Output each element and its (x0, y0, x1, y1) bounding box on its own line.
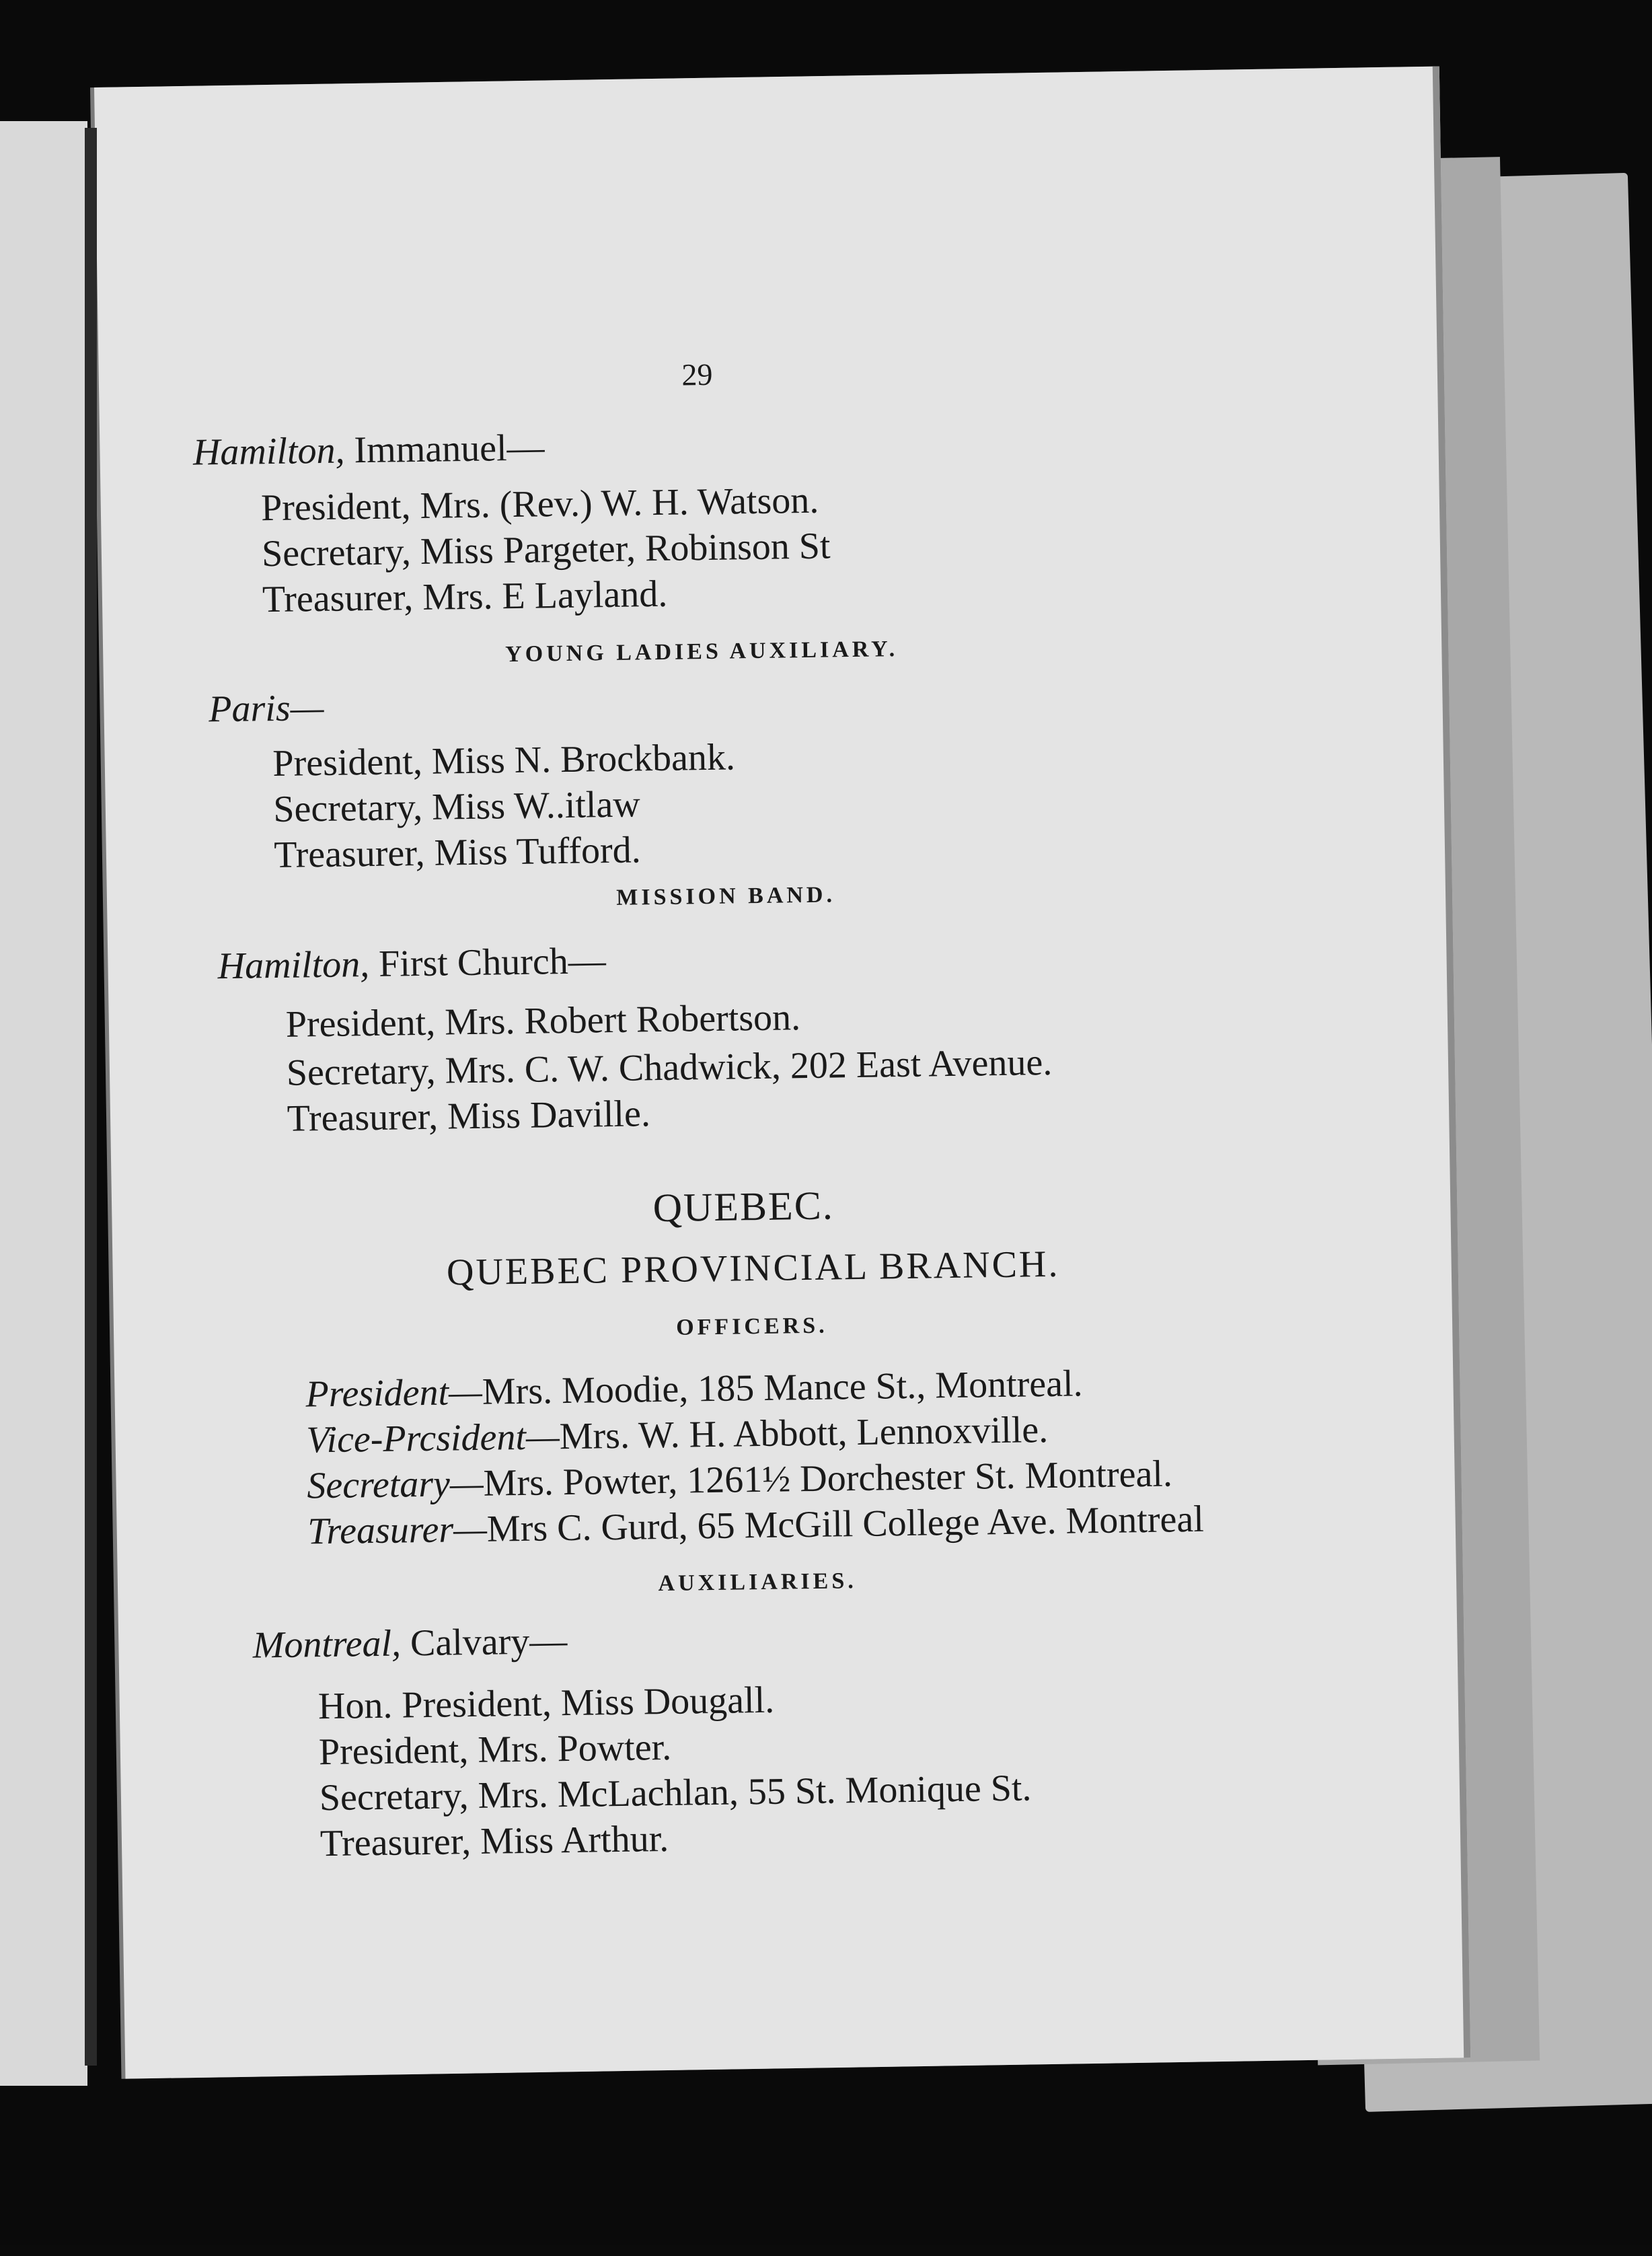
section-heading-hamilton-immanuel (193, 426, 545, 474)
place-name: Paris— (208, 686, 324, 731)
officer-treasurer (307, 1498, 1204, 1554)
section-heading-hamilton-first-church (217, 939, 606, 988)
officer-line: President, Miss N. Brockbank. (272, 736, 736, 785)
section-heading-montreal-calvary (252, 1620, 567, 1667)
church-name: First Church— (378, 940, 607, 985)
officers-heading: OFFICERS. (675, 1313, 828, 1340)
province-heading: QUEBEC. (652, 1183, 835, 1231)
place-name: Montreal, (252, 1622, 402, 1667)
place-name: Hamilton, (217, 943, 370, 988)
officer-detail: Mrs. W. H. Abbott, Lennoxville. (559, 1409, 1049, 1458)
officer-line: Treasurer, Miss Arthur. (320, 1817, 669, 1865)
officer-detail: Mrs C. Gurd, 65 McGill College Ave. Montreal (486, 1498, 1205, 1550)
section-heading-paris (209, 686, 324, 731)
officer-line: Secretary, Miss Pargeter, Robinson St (261, 525, 831, 575)
church-name: Calvary— (410, 1620, 568, 1665)
officer-detail: Mrs. Moodie, 185 Mance St., Montreal. (482, 1362, 1083, 1413)
officer-vice-president (306, 1408, 1049, 1461)
officer-secretary (307, 1452, 1172, 1507)
church-name: Immanuel— (354, 427, 545, 472)
place-name: Hamilton, (192, 429, 345, 474)
officer-line: President, Mrs. (Rev.) W. H. Watson. (260, 479, 819, 530)
officer-line: President, Mrs. Robert Robertson. (285, 996, 801, 1046)
officer-role: Vice-Prcsident— (306, 1416, 560, 1461)
officer-line: Treasurer, Miss Tufford. (273, 829, 642, 877)
officer-line: Treasurer, Miss Daville. (287, 1093, 651, 1140)
officer-line: Secretary, Mrs. C. W. Chadwick, 202 East Avenue. (286, 1041, 1053, 1094)
officer-line: Treasurer, Mrs. E Layland. (262, 573, 668, 621)
officer-role: President— (305, 1371, 483, 1416)
branch-heading: QUEBEC PROVINCIAL BRANCH. (446, 1243, 1060, 1294)
officer-line: Secretary, Mrs. McLachlan, 55 St. Monique St. (319, 1767, 1032, 1819)
page-number: 29 (681, 357, 713, 392)
officer-role: Treasurer— (307, 1508, 488, 1553)
officer-role: Secretary— (306, 1462, 484, 1507)
section-subheading: YOUNG LADIES AUXILIARY. (504, 636, 899, 667)
auxiliaries-heading: AUXILIARIES. (658, 1568, 857, 1597)
officer-line: Secretary, Miss W..itlaw (272, 783, 641, 831)
officer-detail: Mrs. Powter, 1261½ Dorchester St. Montreal. (483, 1453, 1173, 1504)
officer-president (305, 1362, 1083, 1416)
section-subheading: MISSION BAND. (616, 882, 836, 910)
officer-line: Hon. President, Miss Dougall. (317, 1679, 775, 1728)
officer-line: President, Mrs. Powter. (318, 1726, 672, 1774)
